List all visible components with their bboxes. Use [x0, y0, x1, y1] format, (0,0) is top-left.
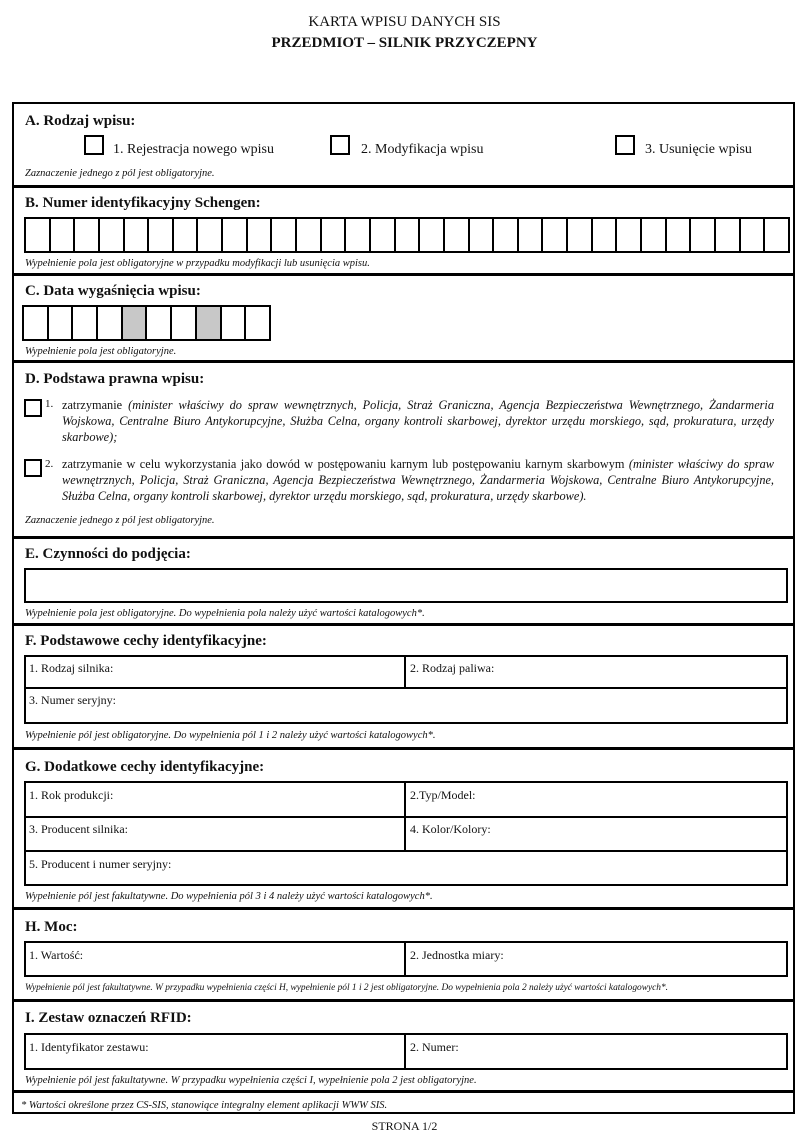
checkbox-new-entry[interactable]	[84, 135, 104, 155]
char-box[interactable]	[174, 219, 199, 251]
divider	[24, 816, 788, 818]
char-box[interactable]	[272, 219, 297, 251]
rfid-number-field[interactable]: 2. Numer:	[410, 1040, 459, 1054]
char-box[interactable]	[98, 307, 123, 339]
section-c	[14, 276, 793, 363]
char-box[interactable]	[123, 307, 148, 339]
char-box[interactable]	[667, 219, 692, 251]
actions-to-take-field[interactable]	[24, 568, 788, 603]
power-unit-field[interactable]: 2. Jednostka miary:	[410, 948, 504, 962]
production-year-field[interactable]: 1. Rok produkcji:	[29, 788, 114, 802]
section-c-note: Wypełnienie pola jest obligatoryjne.	[25, 346, 177, 357]
char-box[interactable]	[617, 219, 642, 251]
char-box[interactable]	[642, 219, 667, 251]
char-box[interactable]	[248, 219, 273, 251]
engine-type-field[interactable]: 1. Rodzaj silnika:	[29, 661, 114, 675]
legal-basis-1-text: zatrzymanie (minister właściwy do spraw wewnętrznych, Policja, Straż Graniczna, Agencja Bezpieczeństwa Wewnętrznego, Żandarmeria Wojskowa, Centralne Biuro Antykorupcyjne, Służba Celna, organy kontroli skarbowej, dyrektor urzędu morskiego, sąd, prokuratura, urzędy skarbowe);	[62, 398, 775, 444]
section-a	[14, 104, 793, 188]
legal-basis-1-number: 1.	[45, 398, 54, 410]
char-box[interactable]	[322, 219, 347, 251]
char-box[interactable]	[494, 219, 519, 251]
divider	[404, 1033, 406, 1070]
divider	[404, 655, 406, 688]
section-b	[14, 188, 793, 276]
char-box[interactable]	[197, 307, 222, 339]
checkbox-modify-entry[interactable]	[330, 135, 350, 155]
divider	[404, 941, 406, 977]
section-f-note: Wypełnienie pól jest obligatoryjne. Do wypełnienia pól 1 i 2 należy użyć wartości katalogowych*.	[25, 730, 436, 741]
manufacturer-serial-field[interactable]: 5. Producent i numer seryjny:	[29, 857, 172, 871]
option-modify-entry-label: 2. Modyfikacja wpisu	[361, 142, 484, 157]
char-box[interactable]	[51, 219, 76, 251]
char-box[interactable]	[691, 219, 716, 251]
char-box[interactable]	[26, 219, 51, 251]
char-box[interactable]	[75, 219, 100, 251]
type-model-field[interactable]: 2.Typ/Model:	[410, 788, 476, 802]
char-box[interactable]	[543, 219, 568, 251]
section-d-title: D. Podstawa prawna wpisu:	[25, 371, 205, 387]
expiry-date-grid[interactable]	[22, 305, 271, 341]
char-box[interactable]	[371, 219, 396, 251]
section-b-note: Wypełnienie pola jest obligatoryjne w przypadku modyfikacji lub usunięcia wpisu.	[25, 258, 370, 269]
section-i-note: Wypełnienie pól jest fakultatywne. W przypadku wypełnienia części I, wypełnienie pola 2 jest obligatoryjne.	[25, 1075, 477, 1086]
divider	[404, 781, 406, 851]
form-subtitle: PRZEDMIOT – SILNIK PRZYCZEPNY	[271, 35, 538, 51]
char-box[interactable]	[222, 307, 247, 339]
section-e-title: E. Czynności do podjęcia:	[25, 546, 191, 562]
char-box[interactable]	[125, 219, 150, 251]
char-box[interactable]	[716, 219, 741, 251]
char-box[interactable]	[741, 219, 766, 251]
section-g-title: G. Dodatkowe cechy identyfikacyjne:	[25, 759, 265, 775]
char-box[interactable]	[568, 219, 593, 251]
section-b-title: B. Numer identyfikacyjny Schengen:	[25, 195, 261, 211]
page-number: STRONA 1/2	[371, 1119, 438, 1133]
rfid-set-id-field[interactable]: 1. Identyfikator zestawu:	[29, 1040, 149, 1054]
form-frame	[12, 102, 795, 1114]
char-box[interactable]	[172, 307, 197, 339]
section-h	[14, 910, 793, 1002]
legal-basis-2-number: 2.	[45, 458, 54, 470]
divider	[24, 687, 788, 689]
char-box[interactable]	[420, 219, 445, 251]
serial-number-field[interactable]: 3. Numer seryjny:	[29, 693, 116, 707]
char-box[interactable]	[73, 307, 98, 339]
engine-manufacturer-field[interactable]: 3. Producent silnika:	[29, 822, 128, 836]
section-d-note: Zaznaczenie jednego z pól jest obligatoryjne.	[25, 515, 215, 526]
char-box[interactable]	[445, 219, 470, 251]
option-new-entry-label: 1. Rejestracja nowego wpisu	[113, 142, 274, 157]
section-g-note: Wypełnienie pól jest fakultatywne. Do wypełnienia pól 3 i 4 należy użyć wartości katalogowych*.	[25, 891, 433, 902]
checkbox-legal-basis-1[interactable]	[24, 399, 42, 417]
section-c-title: C. Data wygaśnięcia wpisu:	[25, 283, 201, 299]
divider	[24, 850, 788, 852]
checkbox-delete-entry[interactable]	[615, 135, 635, 155]
char-box[interactable]	[396, 219, 421, 251]
section-a-note: Zaznaczenie jednego z pól jest obligatoryjne.	[25, 168, 215, 179]
char-box[interactable]	[100, 219, 125, 251]
char-box[interactable]	[593, 219, 618, 251]
section-f-title: F. Podstawowe cechy identyfikacyjne:	[25, 633, 267, 649]
char-box[interactable]	[49, 307, 74, 339]
char-box[interactable]	[24, 307, 49, 339]
fuel-type-field[interactable]: 2. Rodzaj paliwa:	[410, 661, 495, 675]
footnote: * Wartości określone przez CS-SIS, stanowiące integralny element aplikacji WWW SIS.	[21, 1100, 388, 1111]
schengen-id-grid[interactable]	[24, 217, 790, 253]
section-e	[14, 539, 793, 626]
section-i	[14, 1002, 793, 1093]
option-delete-entry-label: 3. Usunięcie wpisu	[645, 142, 752, 157]
char-box[interactable]	[246, 307, 271, 339]
char-box[interactable]	[765, 219, 790, 251]
section-e-note: Wypełnienie pola jest obligatoryjne. Do wypełnienia pola należy użyć wartości katalogowych*.	[25, 608, 425, 619]
char-box[interactable]	[519, 219, 544, 251]
section-a-title: A. Rodzaj wpisu:	[25, 113, 136, 129]
section-i-title: I. Zestaw oznaczeń RFID:	[25, 1010, 192, 1026]
section-h-note: Wypełnienie pól jest fakultatywne. W przypadku wypełnienia części H, wypełnienie pól 1 i 2 jest obligatoryjne. Do wypełnienia pola 2 należy użyć wartości katalogowych*.	[25, 983, 669, 993]
checkbox-legal-basis-2[interactable]	[24, 459, 42, 477]
char-box[interactable]	[147, 307, 172, 339]
section-g	[14, 750, 793, 910]
char-box[interactable]	[297, 219, 322, 251]
power-value-field[interactable]: 1. Wartość:	[29, 948, 84, 962]
legal-basis-2-text: zatrzymanie w celu wykorzystania jako dowód w postępowaniu karnym lub postępowaniu karnym skarbowym (minister właściwy do spraw wewnętrznych, Policja, Straż Graniczna, Agencja Bezpieczeństwa Wewnętrznego, Żandarmeria Wojskowa, Centralne Biuro Antykorupcyjne, Służba Celna, organy kontroli skarbowej, dyrektor urzędu morskiego, sąd, prokuratura, urzędy skarbowe).	[62, 457, 775, 503]
char-box[interactable]	[470, 219, 495, 251]
form-title: KARTA WPISU DANYCH SIS	[308, 14, 501, 30]
section-d	[14, 363, 793, 539]
section-f	[14, 626, 793, 750]
char-box[interactable]	[149, 219, 174, 251]
char-box[interactable]	[346, 219, 371, 251]
color-field[interactable]: 4. Kolor/Kolory:	[410, 822, 491, 836]
char-box[interactable]	[223, 219, 248, 251]
section-h-title: H. Moc:	[25, 919, 78, 935]
char-box[interactable]	[198, 219, 223, 251]
